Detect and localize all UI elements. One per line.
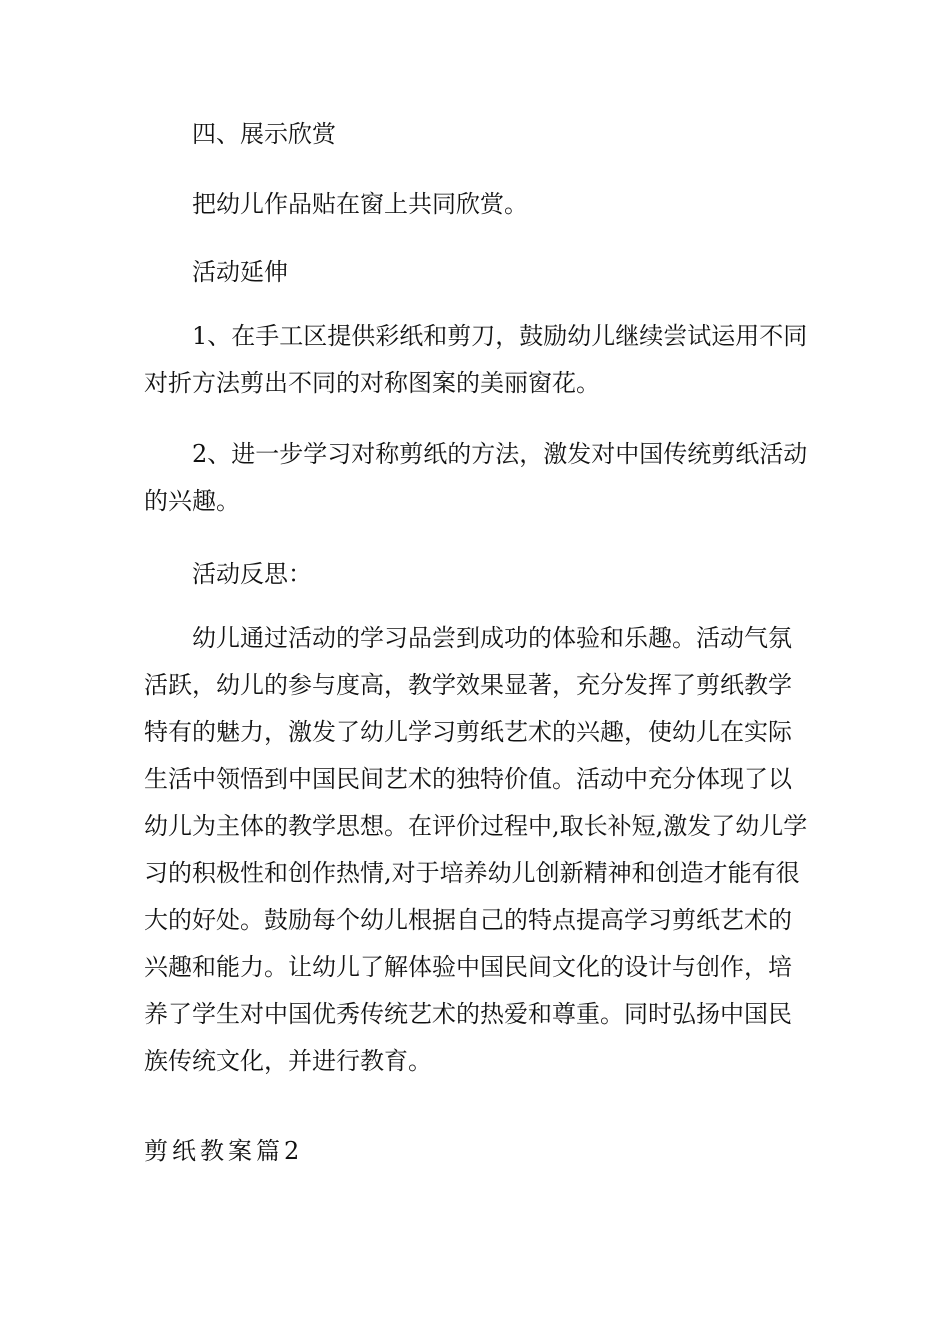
extension-item-1: 1、在手工区提供彩纸和剪刀，鼓励幼儿继续尝试运用不同对折方法剪出不同的对称图案的美丽窗花。 xyxy=(144,322,808,397)
reflection-heading: 活动反思： xyxy=(192,560,312,588)
next-section-title: 剪纸教案篇2 xyxy=(144,1137,304,1165)
section-heading-display: 四、展示欣赏 xyxy=(192,120,336,148)
display-paragraph: 把幼儿作品贴在窗上共同欣赏。 xyxy=(192,190,528,218)
extension-heading: 活动延伸 xyxy=(192,258,288,286)
reflection-paragraph: 幼儿通过活动的学习品尝到成功的体验和乐趣。活动气氛活跃，幼儿的参与度高，教学效果显著，充分发挥了剪纸教学特有的魅力，激发了幼儿学习剪纸艺术的兴趣，使幼儿在实际生活中领悟到中国民间艺术的独特价值。活动中充分体现了以幼儿为主体的教学思想。在评价过程中,取长补短,激发了幼儿学习的积极性和创作热情,对于培养幼儿创新精神和创造才能有很大的好处。鼓励每个幼儿根据自己的特点提高学习剪纸艺术的兴趣和能力。让幼儿了解体验中国民间文化的设计与创作，培养了学生对中国优秀传统艺术的热爱和尊重。同时弘扬中国民族传统文化，并进行教育。 xyxy=(144,624,808,1075)
extension-item-2: 2、进一步学习对称剪纸的方法，激发对中国传统剪纸活动的兴趣。 xyxy=(144,440,808,515)
